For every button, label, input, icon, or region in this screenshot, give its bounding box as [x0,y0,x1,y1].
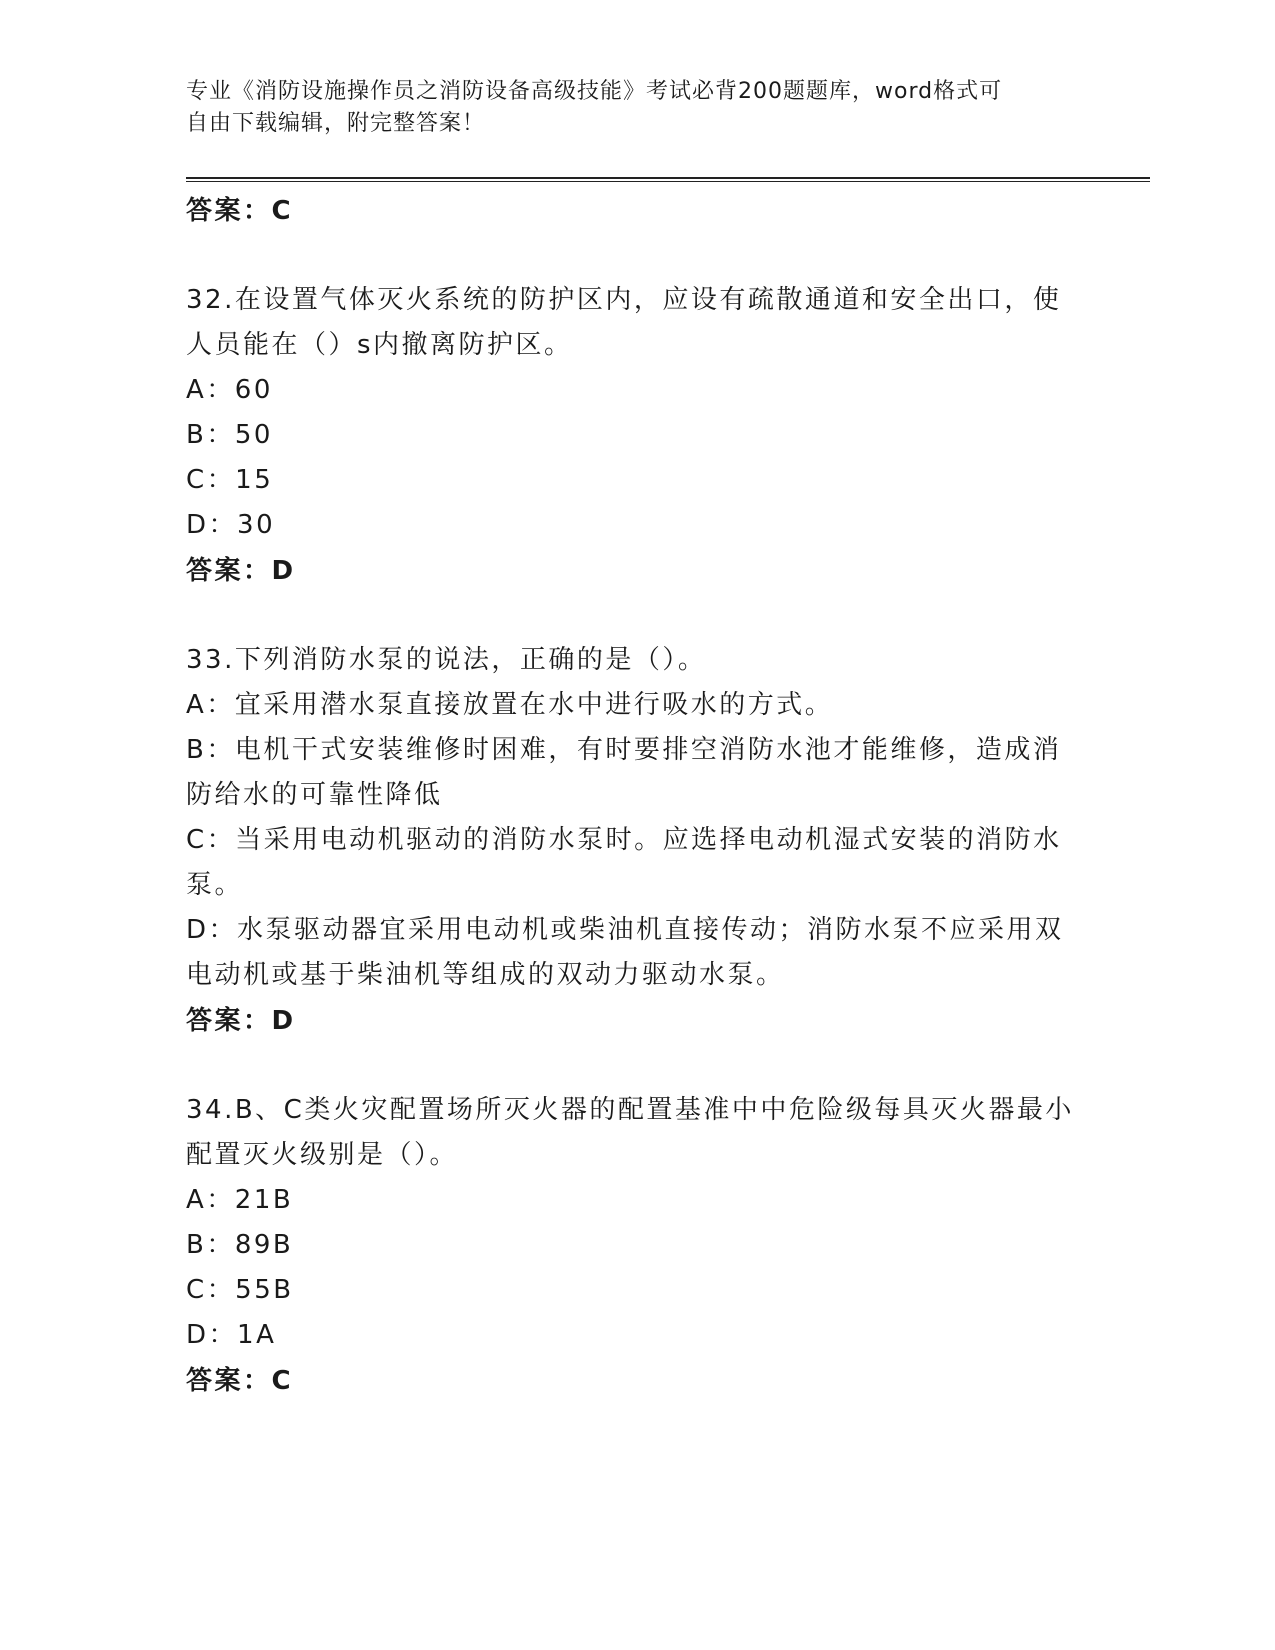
option-d: D：水泵驱动器宜采用电动机或柴油机直接传动；消防水泵不应采用双电动机或基于柴油机等组成的双动力驱动水泵。 [186,915,1064,990]
header-line-1: 专业《消防设施操作员之消防设备高级技能》考试必背200题题库，word格式可 [186,79,1003,104]
option-d: D：30 [186,510,276,540]
header-divider [186,177,1150,182]
question-34 [186,1088,1086,1404]
question-text: 34.B、C类火灾配置场所灭火器的配置基准中中危险级每具灭火器最小配置灭火级别是（）。 [186,1095,1074,1170]
question-33 [186,638,1086,1044]
document-body [186,188,1086,1404]
option-c: C：当采用电动机驱动的消防水泵时。应选择电动机湿式安装的消防水泵。 [186,825,1062,900]
question-text: 33.下列消防水泵的说法，正确的是（）。 [186,645,707,675]
option-b: B：50 [186,420,273,450]
option-a: A：宜采用潜水泵直接放置在水中进行吸水的方式。 [186,690,834,720]
option-a: A：21B [186,1185,294,1215]
question-32 [186,278,1086,594]
option-a: A：60 [186,375,273,405]
option-c: C：55B [186,1275,294,1305]
document-header [186,76,1086,140]
answer-33: 答案：D [186,1006,296,1036]
header-line-2: 自由下载编辑，附完整答案！ [186,111,486,136]
option-b: B：电机干式安装维修时困难，有时要排空消防水池才能维修，造成消防给水的可靠性降低 [186,735,1062,810]
question-text: 32.在设置气体灭火系统的防护区内，应设有疏散通道和安全出口，使人员能在（）s内撤离防护区。 [186,285,1062,360]
option-b: B：89B [186,1230,294,1260]
answer-34: 答案：C [186,1366,294,1396]
option-c: C：15 [186,465,274,495]
option-d: D：1A [186,1320,277,1350]
answer-31: 答案：C [186,196,294,226]
answer-32: 答案：D [186,556,296,586]
